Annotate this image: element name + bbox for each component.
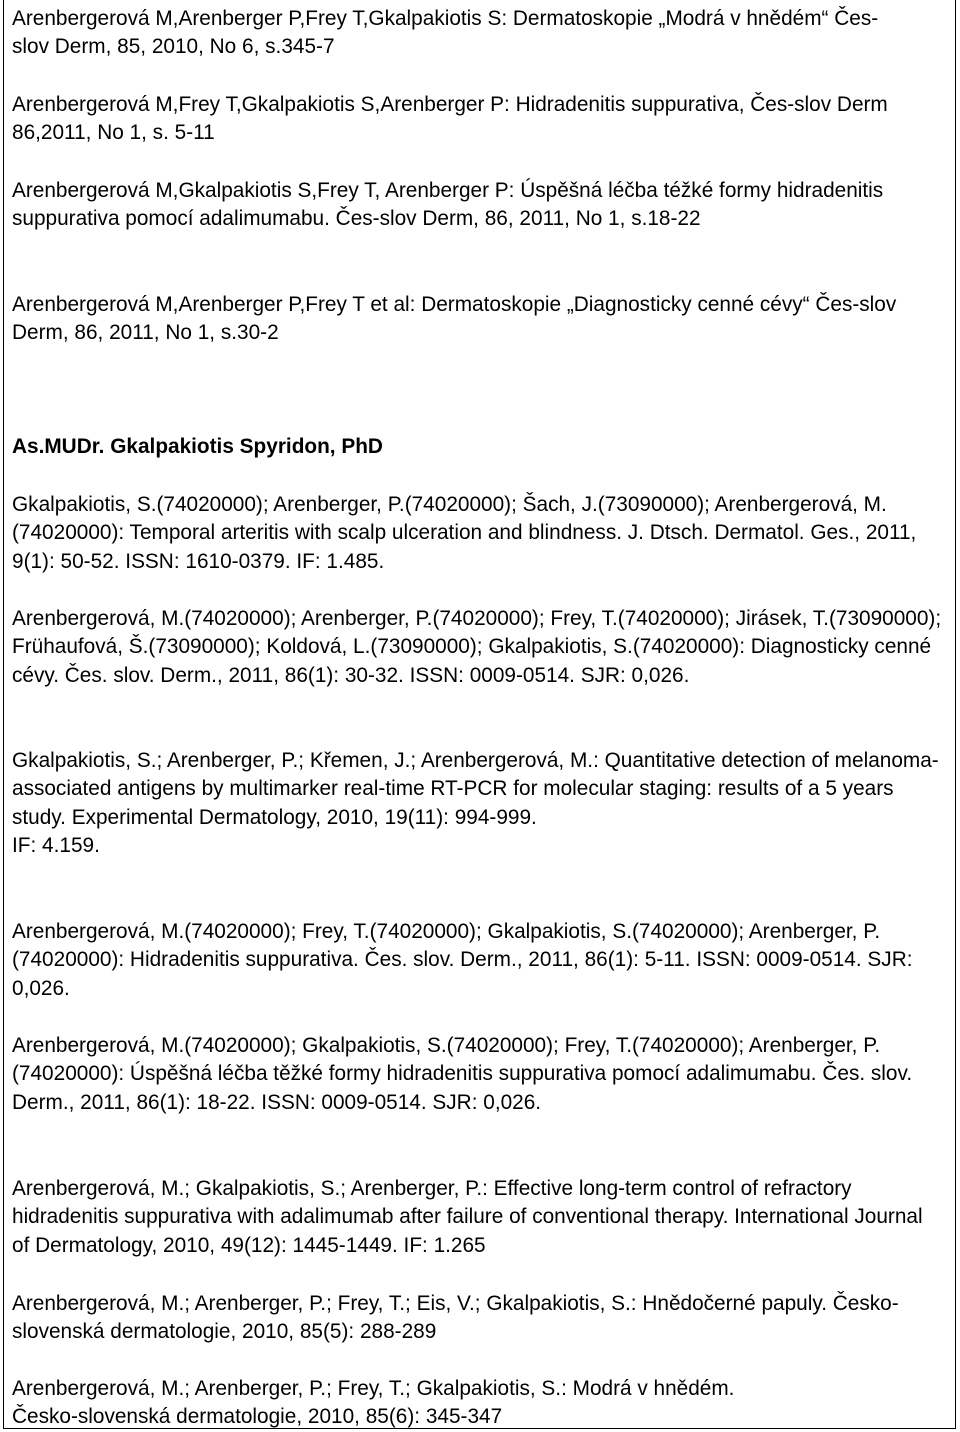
publication-entry: Arenbergerová, M.(74020000); Arenberger, P.(74020000); Frey, T.(74020000); Jirásek, T.(73090000); Frühaufová, Š.(73090000); Koldová, L.(73090000); Gkalpakiotis, S.(74020000): Diagnosticky cenné cévy. Čes. slov. Derm., 2011, 86(1): 30-32. ISSN: 0009-0514. SJR: 0,026. — [12, 607, 942, 687]
publication-entry: Gkalpakiotis, S.(74020000); Arenberger, P.(74020000); Šach, J.(73090000); Arenbergerová, M.(74020000): Temporal arteritis with scalp ulceration and blindness. J. Dtsch. Dermatol. Ges., 2011, 9(1): 50-52. ISSN: 1610-0379. IF: 1.485. — [12, 493, 917, 573]
reference-entry: Arenbergerová M,Gkalpakiotis S,Frey T, Arenberger P: Úspěšná léčba téžké formy hidradenitis suppurativa pomocí adalimumabu. Čes-slov Derm, 86, 2011, No 1, s.18-22 — [12, 179, 884, 231]
publication-entry: Arenbergerová, M.; Arenberger, P.; Frey, T.; Eis, V.; Gkalpakiotis, S.: Hnědočerné papuly. Česko-slovenská dermatologie, 2010, 85(5): 288-289 — [12, 1292, 899, 1344]
publication-entry: Arenbergerová, M.(74020000); Frey, T.(74020000); Gkalpakiotis, S.(74020000); Arenberger, P.(74020000): Hidradenitis suppurativa. Čes. slov. Derm., 2011, 86(1): 5-11. ISSN: 0009-0514. SJR: 0,026. — [12, 920, 913, 1000]
publication-entry: Gkalpakiotis, S.; Arenberger, P.; Křemen, J.; Arenbergerová, M.: Quantitative detection of melanoma-associated antigens by multimarker real-time RT-PCR for molecular staging: results of a 5 years study. Experimental Dermatology, 2010, 19(11): 994-999. IF: 4.159. — [12, 749, 939, 857]
publication-entry: Arenbergerová, M.; Gkalpakiotis, S.; Arenberger, P.: Effective long-term control of refractory hidradenitis suppurativa with adalimumab after failure of conventional therapy. International Journal of Dermatology, 2010, 49(12): 1445-1449. IF: 1.265 — [12, 1177, 923, 1257]
reference-entry: Arenbergerová M,Arenberger P,Frey T et al: Dermatoskopie „Diagnosticky cenné cévy“ Čes-slov Derm, 86, 2011, No 1, s.30-2 — [12, 293, 897, 345]
reference-entry: Arenbergerová M,Frey T,Gkalpakiotis S,Arenberger P: Hidradenitis suppurativa, Čes-slov Derm 86,2011, No 1, s. 5-11 — [12, 93, 888, 145]
document-page — [3, 0, 956, 1429]
author-heading: As.MUDr. Gkalpakiotis Spyridon, PhD — [12, 435, 383, 458]
publication-entry: Arenbergerová, M.(74020000); Gkalpakiotis, S.(74020000); Frey, T.(74020000); Arenberger, P.(74020000): Úspěšná léčba těžké formy hidradenitis suppurativa pomocí adalimumabu. Čes. slov. Derm., 2011, 86(1): 18-22. ISSN: 0009-0514. SJR: 0,026. — [12, 1034, 913, 1114]
reference-entry: Arenbergerová M,Arenberger P,Frey T,Gkalpakiotis S: Dermatoskopie „Modrá v hnědém“ Čes-slov Derm, 85, 2010, No 6, s.345-7 — [12, 7, 879, 59]
publication-entry: Arenbergerová, M.; Arenberger, P.; Frey, T.; Gkalpakiotis, S.: Modrá v hnědém. Česko-slovenská dermatologie, 2010, 85(6): 345-347 — [12, 1377, 735, 1429]
